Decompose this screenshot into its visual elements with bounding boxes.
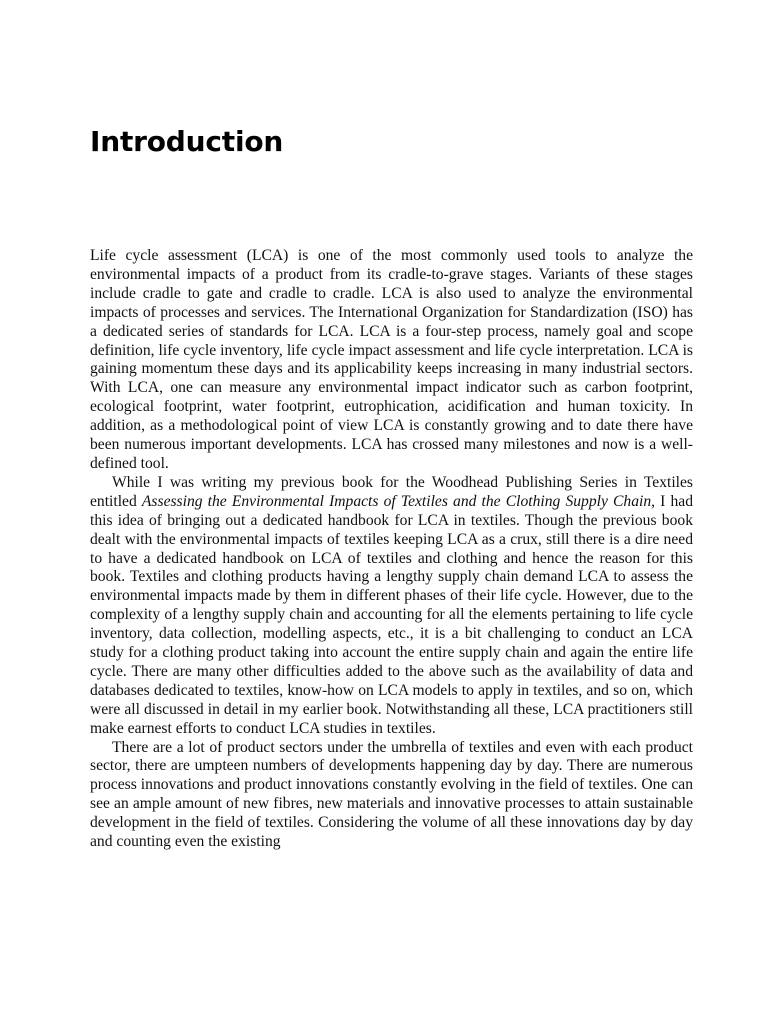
paragraph-1: Life cycle assessment (LCA) is one of the most commonly used tools to analyze the environmental impacts of a product from its cradle-to-grave stages. Variants of these stages include cradle to gate and cradle to cradle. LCA is also used to analyze the environmental impacts of processes and services. The International Organization for Standardization (ISO) has a dedicated series of standards for LCA. LCA is a four-step process, namely goal and scope definition, life cycle inventory, life cycle impact assessment and life cycle interpretation. LCA is gaining momentum these days and its applicability keeps increasing in many industrial sectors. With LCA, one can measure any environmental impact indicator such as carbon footprint, ecological footprint, water footprint, eutrophication, acidification and human toxicity. In addition, as a methodological point of view LCA is constantly growing and to date there have been numerous important developments. LCA has crossed many milestones and now is a well-defined tool. (90, 247, 693, 472)
paragraph-3: There are a lot of product sectors under the umbrella of textiles and even with each product sector, there are umpteen numbers of developments happening day by day. There are numerous process innovations and product innovations constantly evolving in the field of textiles. One can see an ample amount of new fibres, new materials and innovative processes to attain sustainable development in the field of textiles. Considering the volume of all these innovations day by day and counting even the existing (90, 738, 693, 851)
body-text (90, 247, 693, 852)
chapter-title: Introduction (90, 125, 284, 158)
paragraph-2 (90, 474, 693, 739)
paragraph-2-text-start: While I was writing my previous book for the Woodhead Publishing Series in Textiles entitled (90, 473, 693, 510)
paragraph-2-text-end: , I had this idea of bringing out a dedicated handbook for LCA in textiles. Though the previous book dealt with the environmental impacts of textiles keeping LCA as a crux, still there is a dire need to have a dedicated handbook on LCA of textiles and clothing and hence the reason for this book. Textiles and clothing products having a lengthy supply chain demand LCA to assess the environmental impacts made by them in different phases of their life cycle. However, due to the complexity of a lengthy supply chain and accounting for all the elements pertaining to life cycle inventory, data collection, modelling aspects, etc., it is a bit challenging to conduct an LCA study for a clothing product taking into account the entire supply chain and again the entire life cycle. There are many other difficulties added to the above such as the availability of data and databases dedicated to textiles, know-how on LCA models to apply in textiles, and so on, which were all discussed in detail in my earlier book. Notwithstanding all these, LCA practitioners still make earnest efforts to conduct LCA studies in textiles. (90, 492, 694, 737)
book-title-italic: Assessing the Environmental Impacts of Textiles and the Clothing Supply Chain (141, 492, 652, 510)
